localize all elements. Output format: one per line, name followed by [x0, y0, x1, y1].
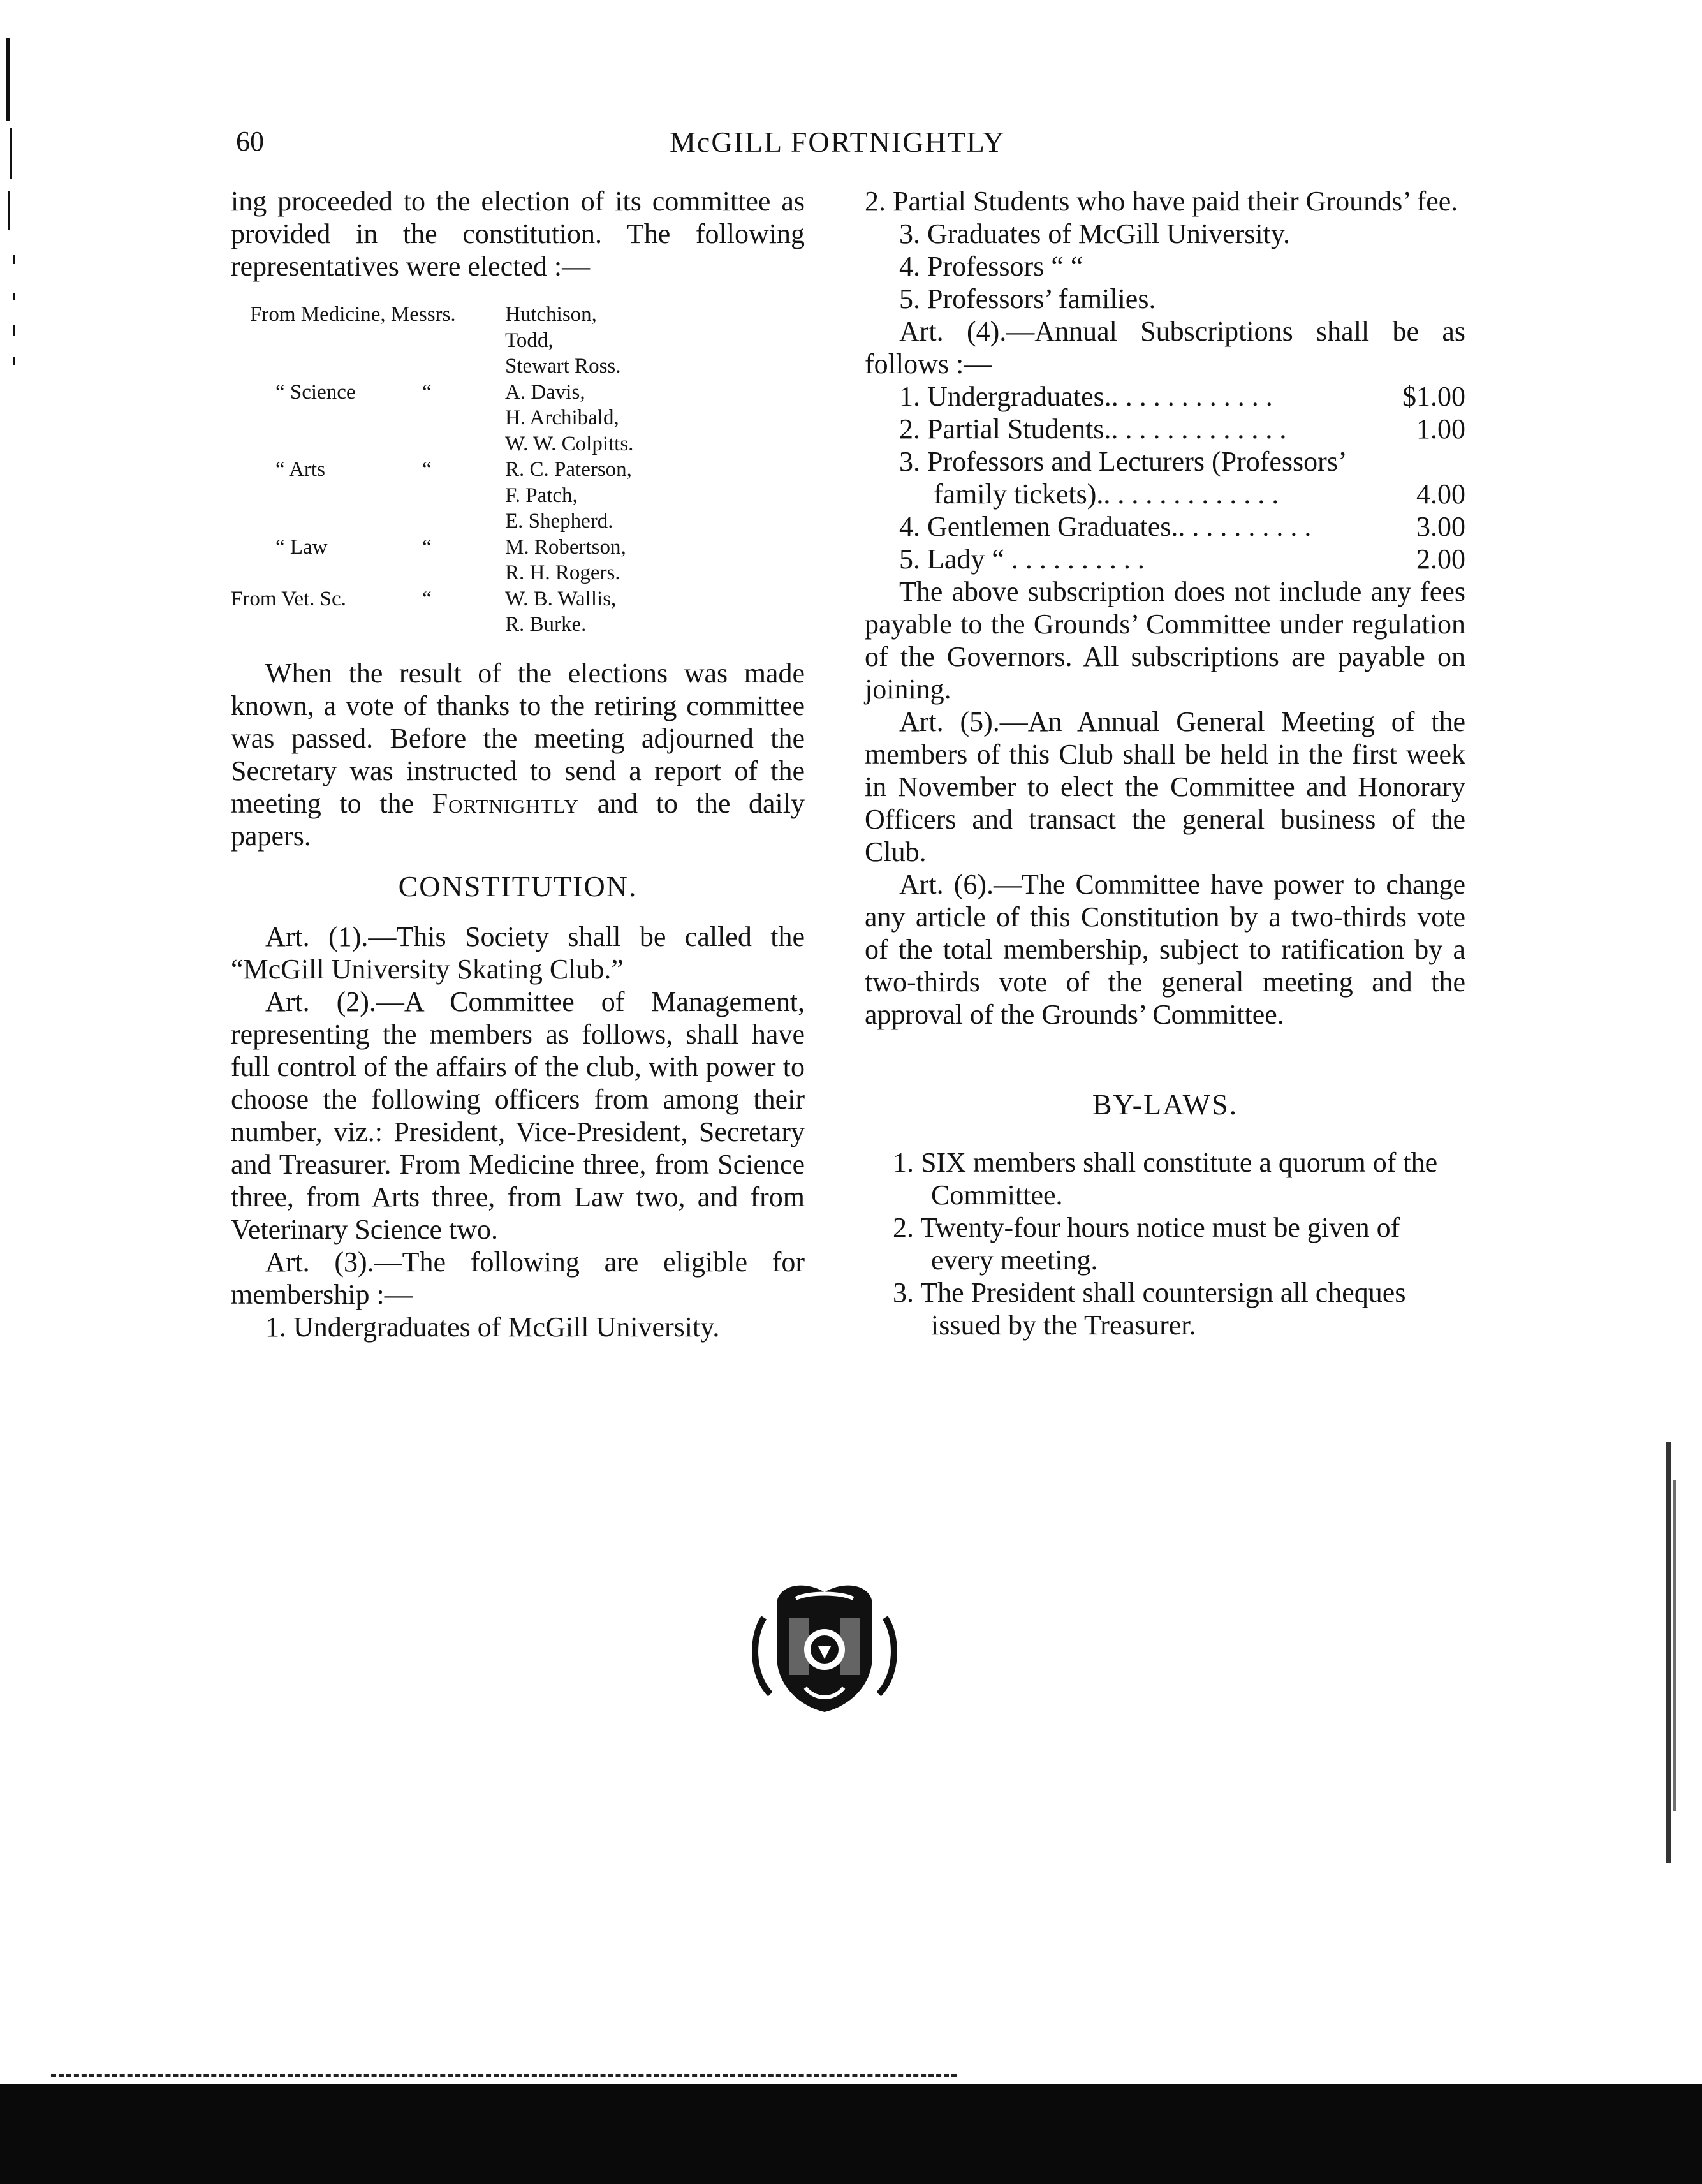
subscription-amount: 4.00 [1416, 478, 1465, 510]
subscription-row [865, 510, 1465, 543]
fees-note: The above subscription does not include any fees payable to the Grounds’ Committee under regulation of the Governors. All subscriptions are payable on joining. [865, 576, 1465, 705]
committee-row-vet-science [231, 586, 805, 638]
subscription-row [865, 413, 1465, 445]
eligibility-item-5: 5. Professors’ families. [899, 283, 1156, 314]
eligibility-item-2: 2. Partial Students who have paid their Grounds’ fee. [865, 186, 1458, 217]
subscription-amount: 2.00 [1416, 543, 1465, 575]
committee-member: W. B. Wallis, [505, 587, 617, 610]
committee-member: Todd, [505, 328, 554, 352]
committee-faculty: “ Science [275, 380, 356, 404]
article-1: Art. (1).—This Society shall be called the “McGill University Skating Club.” [231, 920, 805, 985]
committee-names [505, 380, 805, 457]
subscription-amount: 1.00 [1416, 413, 1465, 445]
committee-row-medicine [231, 302, 805, 380]
subscription-row [865, 445, 1465, 510]
committee-member: E. Shepherd. [505, 510, 613, 533]
subscription-label: 1. Undergraduates.. . . . . . . . . . . . [899, 381, 1273, 412]
crest-ornament-icon [751, 1579, 898, 1713]
committee-names [505, 535, 805, 586]
bottom-dashed-rule [51, 2074, 957, 2079]
committee-faculty: “ Arts [275, 458, 325, 481]
committee-names [505, 586, 805, 638]
scan-edge-marks-right [1658, 1429, 1684, 1875]
committee-member: A. Davis, [505, 380, 585, 404]
subscription-label: 4. Gentlemen Graduates.. . . . . . . . . . [899, 511, 1312, 542]
bylaw-item: 3. The President shall countersign all cheques issued by the Treasurer. [893, 1277, 1406, 1341]
constitution-heading: CONSTITUTION. [398, 869, 638, 903]
article-5: Art. (5).—An Annual General Meeting of the members of this Club shall be held in the first week in November to elect the Committee and Honorary Officers and transact the general business of the Club. [865, 706, 1465, 867]
subscription-label: 2. Partial Students.. . . . . . . . . . . . . [899, 413, 1287, 445]
bylaw-item: 2. Twenty-four hours notice must be given of every meeting. [893, 1212, 1400, 1276]
subscription-label-continued: family tickets).. . . . . . . . . . . . . [934, 478, 1279, 510]
committee-member: H. Archibald, [505, 406, 619, 429]
bylaw-item: 1. SIX members shall constitute a quorum of the Committee. [893, 1147, 1438, 1211]
journal-title: McGILL FORTNIGHTLY [670, 126, 1006, 158]
page-number: 60 [236, 126, 264, 157]
committee-row-law [231, 535, 805, 586]
committee-names [505, 457, 805, 535]
article-2: Art. (2).—A Committee of Management, representing the members as follows, shall have full control of the affairs of the club, with power to choose the following officers from among their number, viz.: President, Vice-President, Secretary and Treasurer. From Medicine three, from Science three, from Arts three, from Law two, and from Veterinary Science two. [231, 985, 805, 1245]
subscription-label: 5. Lady “ . . . . . . . . . . [899, 543, 1145, 575]
committee-member: Hutchison, [505, 303, 597, 326]
subscription-row [865, 543, 1465, 575]
committee-row-arts [231, 457, 805, 535]
committee-member: M. Robertson, [505, 535, 626, 559]
committee-member: W. W. Colpitts. [505, 432, 634, 455]
article-6: Art. (6).—The Committee have power to change any article of this Constitution by a two-thirds vote of the total membership, subject to ratification by a two-thirds vote of the general meeting and the approval of the Grounds’ Committee. [865, 869, 1465, 1030]
committee-faculty: “ Law [275, 535, 328, 559]
committee-member: Stewart Ross. [505, 355, 621, 378]
left-column [231, 185, 805, 1343]
bylaws-heading: BY-LAWS. [1092, 1088, 1238, 1121]
running-head [0, 125, 1702, 163]
ditto-mark: “ [422, 458, 432, 481]
election-intro: ing proceeded to the election of its committee as provided in the constitution. The following representatives were elected :— [231, 186, 805, 282]
eligibility-item-1: 1. Undergraduates of McGill University. [265, 1311, 720, 1343]
committee-faculty: From Vet. Sc. [231, 587, 346, 610]
scan-bottom-border [0, 2084, 1702, 2184]
committee-member: R. C. Paterson, [505, 458, 632, 481]
ditto-mark: “ [422, 587, 432, 610]
subscription-amount: $1.00 [1402, 381, 1465, 412]
scan-edge-marks-left [4, 26, 23, 421]
subscription-amount: 3.00 [1416, 511, 1465, 542]
subscription-row [865, 380, 1465, 413]
article-3: Art. (3).—The following are eligible for membership :— [231, 1246, 805, 1310]
eligibility-item-3: 3. Graduates of McGill University. [899, 218, 1291, 249]
committee-member: F. Patch, [505, 483, 578, 507]
article-4: Art. (4).—Annual Subscriptions shall be as follows :— [865, 316, 1465, 380]
right-column [865, 185, 1465, 1341]
committee-names [505, 302, 805, 380]
committee-faculty: From Medicine, Messrs. [250, 303, 456, 326]
journal-name-inline: Fortnightly [432, 787, 579, 819]
committee-row-science [231, 380, 805, 457]
subscription-label: 3. Professors and Lecturers (Professors’ [899, 446, 1347, 477]
bylaws-list [865, 1146, 1465, 1341]
ditto-mark: “ [422, 535, 432, 559]
ditto-mark: “ [422, 380, 432, 404]
committee-member: R. H. Rogers. [505, 561, 620, 584]
committee-member: R. Burke. [505, 613, 587, 636]
committee-list [231, 302, 805, 638]
election-result-paragraph: When the result of the elections was made known, a vote of thanks to the retiring committee was passed. Before the meeting adjourned the Secretary was instructed to send a report of the meeting to the Fortnightly and to the daily papers. [231, 657, 805, 852]
eligibility-item-4: 4. Professors “ “ [899, 251, 1083, 282]
